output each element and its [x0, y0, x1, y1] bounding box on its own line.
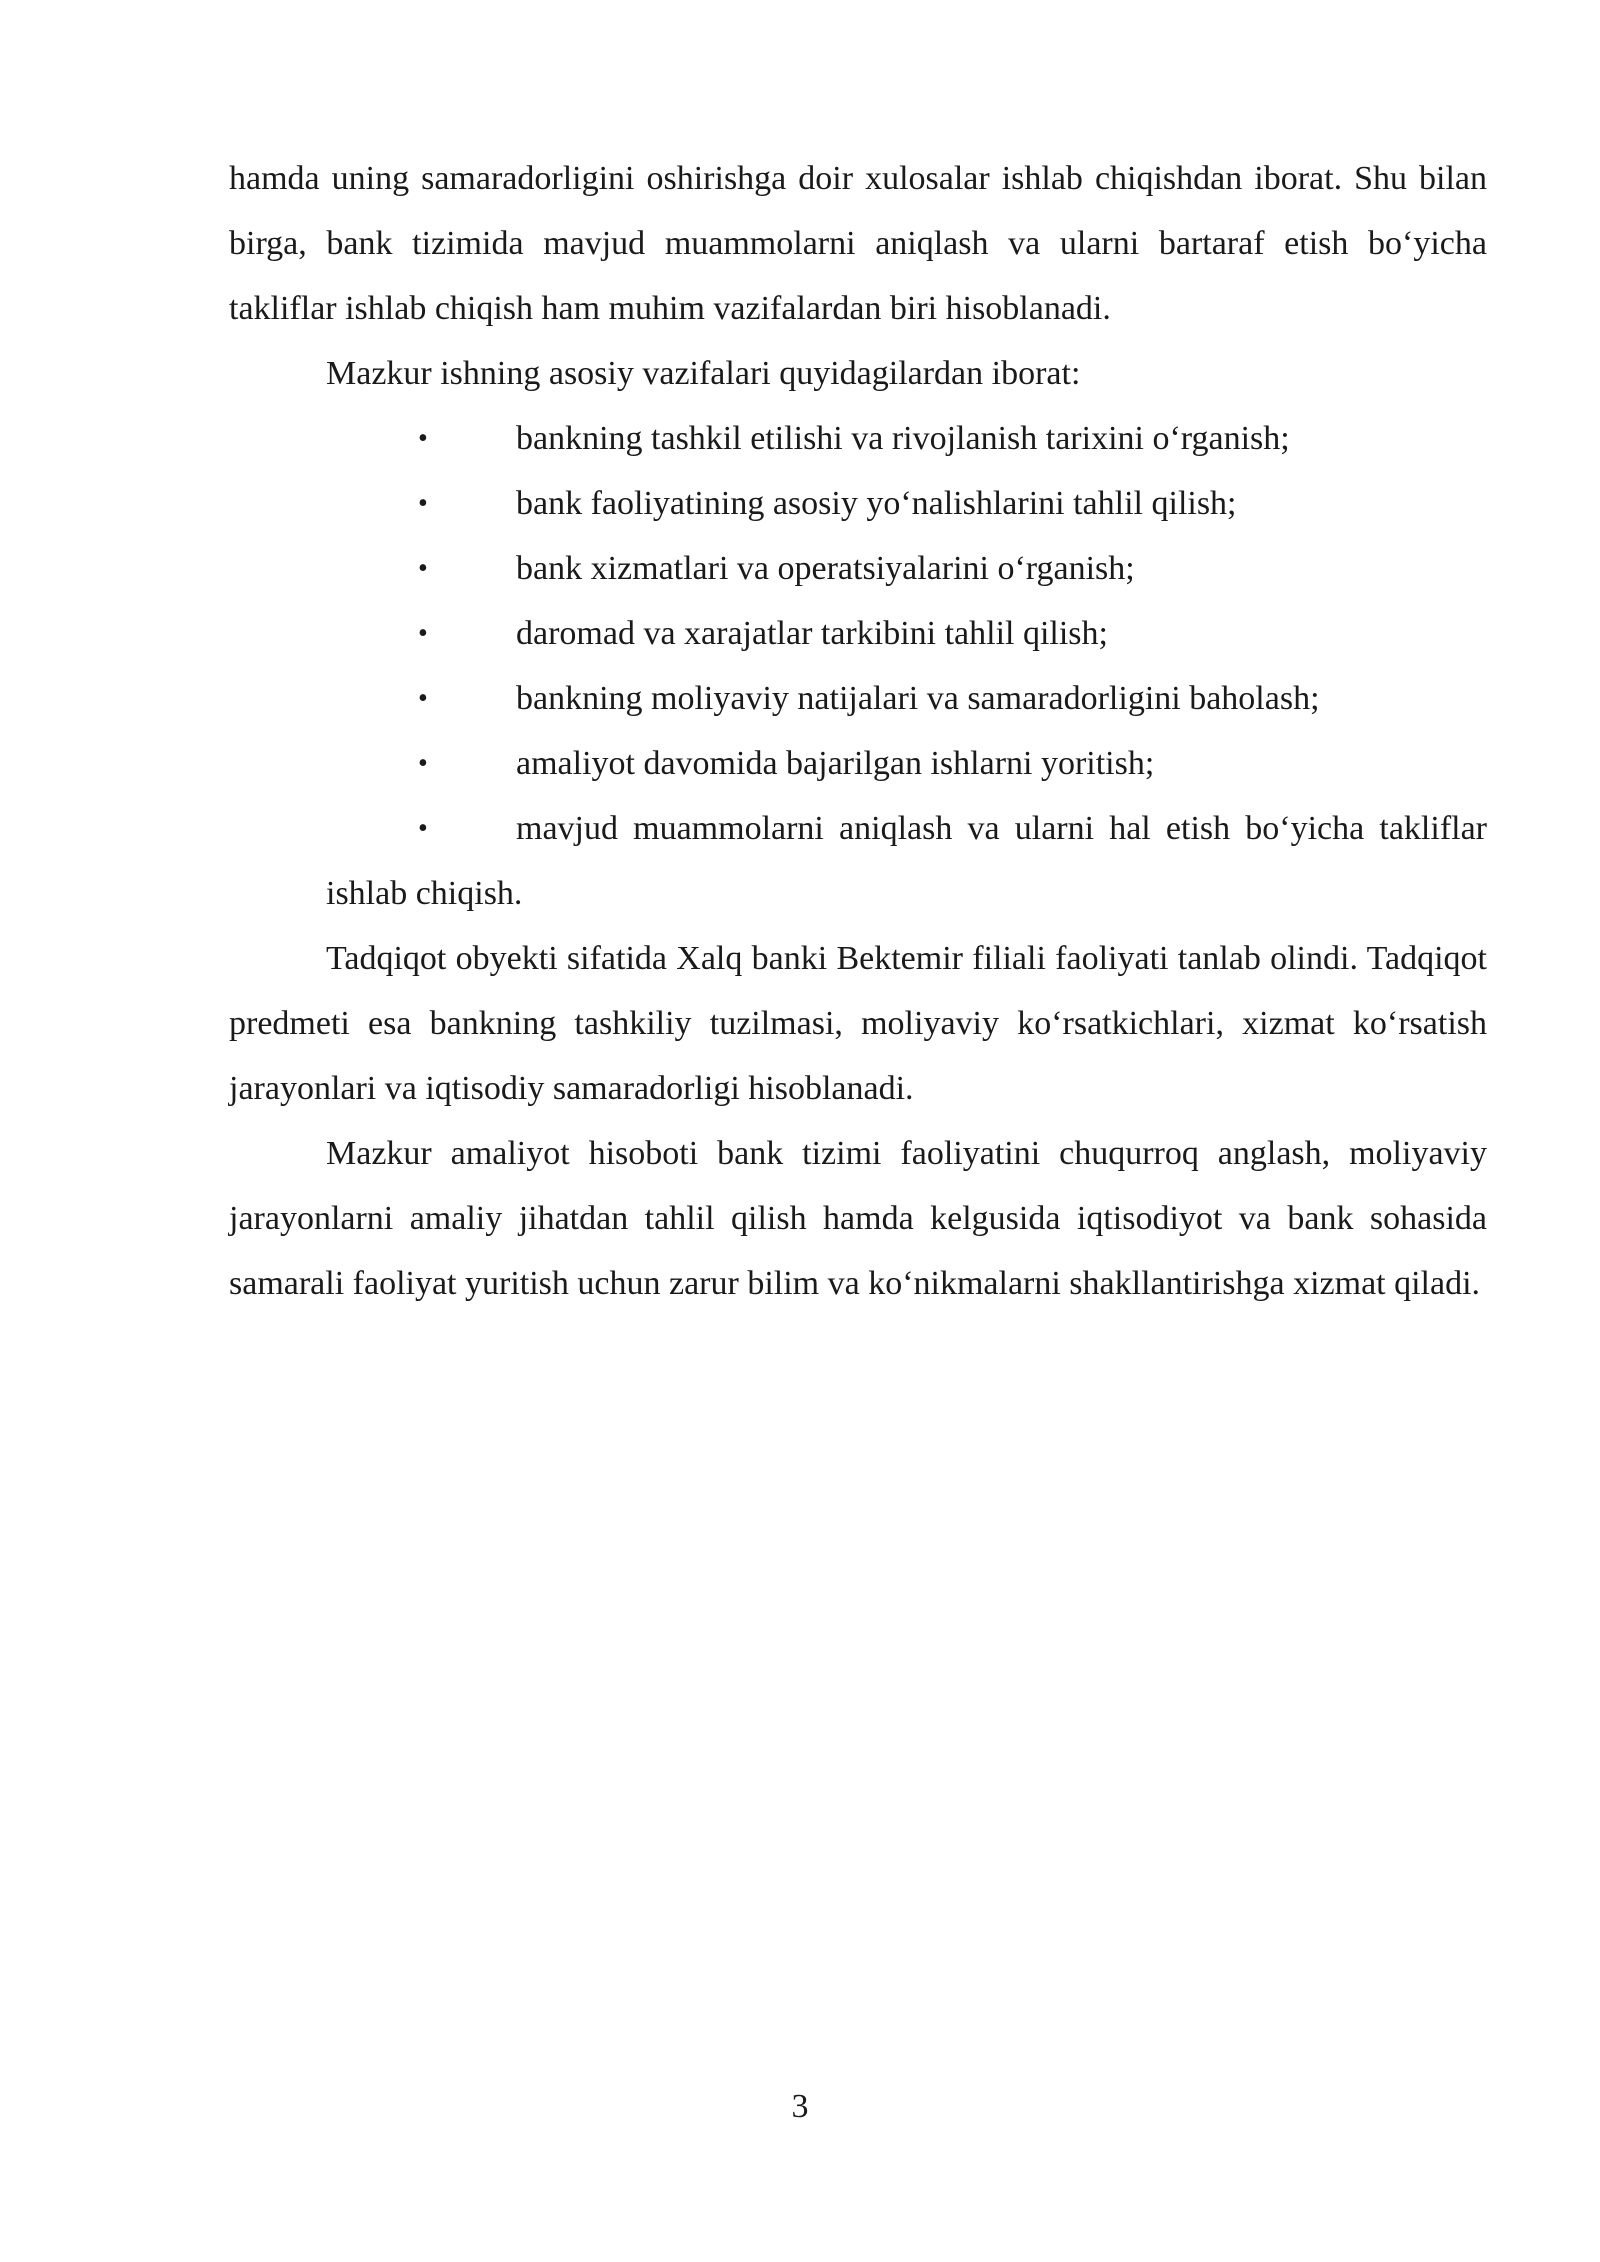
paragraph-conclusion: Mazkur amaliyot hisoboti bank tizimi faoliyatini chuqurroq anglash, moliyaviy jarayonlarni amaliy jihatdan tahlil qilish hamda kelgusida iqtisodiyot va bank sohasida samarali faoliyat yuritish uchun zarur bilim va ko‘nikmalarni shakllantirishga xizmat qiladi. [229, 1135, 1487, 1302]
list-item-text: bank faoliyatining asosiy yo‘nalishlarini tahlil qilish; [516, 485, 1237, 522]
list-item [229, 601, 1487, 666]
list-item [229, 666, 1487, 731]
bullet-icon: • [418, 683, 428, 714]
bullet-icon: • [418, 748, 428, 779]
list-item-text: bank xizmatlari va operatsiyalarini o‘rganish; [516, 550, 1135, 587]
tasks-list [229, 406, 1487, 926]
page-number: 3 [791, 2088, 809, 2125]
paragraph-research-object: Tadqiqot obyekti sifatida Xalq banki Bektemir filiali faoliyati tanlab olindi. Tadqiqot predmeti esa bankning tashkiliy tuzilmasi, moliyaviy ko‘rsatkichlari, xizmat ko‘rsatish jarayonlari va iqtisodiy samaradorligi hisoblanadi. [229, 940, 1487, 1107]
list-item-text: mavjud muammolarni aniqlash va ularni hal etish bo‘yicha takliflar ishlab chiqish. [326, 810, 1487, 912]
bullet-icon: • [418, 488, 428, 519]
bullet-icon: • [418, 423, 428, 454]
list-item [229, 406, 1487, 471]
page-body [229, 146, 1487, 1316]
bullet-icon: • [418, 553, 428, 584]
list-item-text: daromad va xarajatlar tarkibini tahlil qilish; [516, 615, 1108, 652]
list-item-text: bankning moliyaviy natijalari va samaradorligini baholash; [516, 680, 1320, 717]
list-item [229, 536, 1487, 601]
list-item [229, 471, 1487, 536]
list-item [229, 796, 1487, 926]
list-item-text: bankning tashkil etilishi va rivojlanish tarixini o‘rganish; [516, 420, 1290, 457]
bullet-icon: • [418, 813, 428, 844]
list-item-text: amaliyot davomida bajarilgan ishlarni yoritish; [516, 745, 1155, 782]
tasks-intro: Mazkur ishning asosiy vazifalari quyidagilardan iborat: [326, 355, 1081, 392]
bullet-icon: • [418, 618, 428, 649]
paragraph-continuation: hamda uning samaradorligini oshirishga doir xulosalar ishlab chiqishdan iborat. Shu bilan birga, bank tizimida mavjud muammolarni aniqlash va ularni bartaraf etish bo‘yicha takliflar ishlab chiqish ham muhim vazifalardan biri hisoblanadi. [229, 160, 1487, 327]
list-item [229, 731, 1487, 796]
